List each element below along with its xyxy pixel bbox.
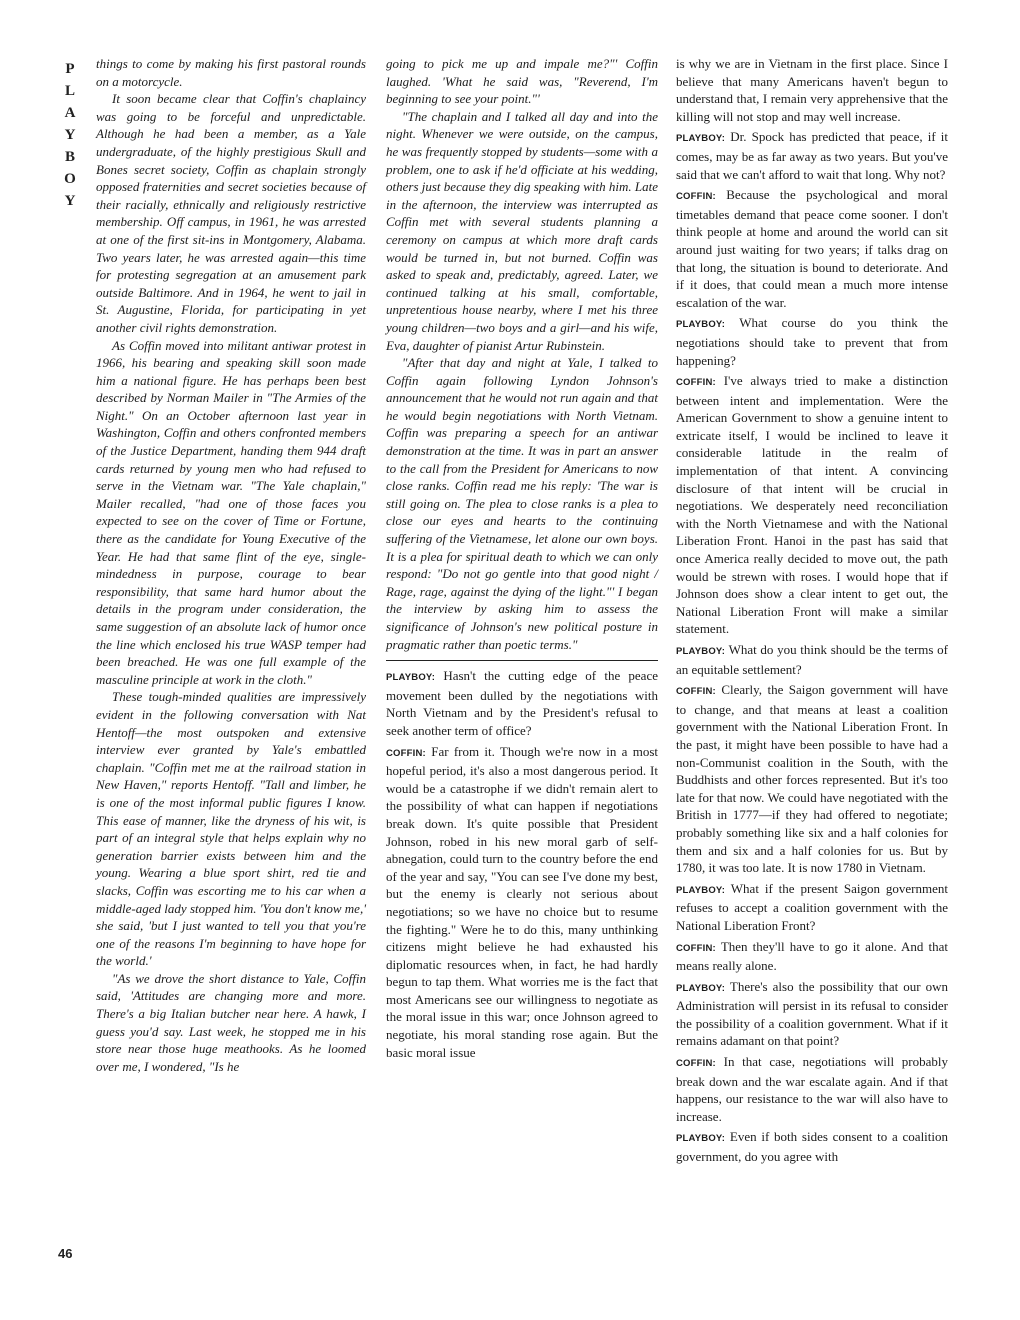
masthead — [60, 58, 80, 212]
interview-text: Even if both sides consent to a coalition government, do you agree with — [676, 1129, 949, 1165]
speaker-label: COFFIN: — [676, 377, 716, 389]
speaker-label: PLAYBOY: — [676, 884, 726, 896]
interview-answer — [386, 743, 658, 1062]
intro-paragraph: going to pick me up and impale me?"' Coffin laughed. 'What he said was, "Reverend, I'm beginning to see your point."' — [386, 56, 658, 107]
interview-answer — [676, 186, 948, 311]
speaker-label: COFFIN: — [676, 191, 716, 203]
masthead-letter: Y — [64, 127, 76, 143]
column-2 — [386, 55, 658, 1064]
interview-block — [386, 667, 658, 1061]
interview-question — [676, 1128, 948, 1165]
speaker-label: PLAYBOY: — [676, 319, 726, 331]
masthead-letter: O — [64, 171, 76, 187]
speaker-label: PLAYBOY: — [676, 982, 726, 994]
interview-text: I've always tried to make a distinction between intent and implementation. Were the American Government to show a genuine intent to extricate itself, I would be inclined to leave it considerable latitude in the realm of implementation of that intent. A convincing disclosure of that intent will be crucial in negotiations. We desperately need reconciliation with the North Vietnamese and with the National Liberation Front. Hanoi in the past has said that once America really decided to move out, the path would be strewn with roses. I would hope that if Johnson does show a clear intent to get out, the National Liberation Front will make a similar statement. — [676, 373, 948, 637]
speaker-label: PLAYBOY: — [676, 646, 726, 657]
speaker-label: PLAYBOY: — [676, 133, 726, 145]
masthead-letter: A — [64, 105, 76, 121]
interview-question — [676, 641, 948, 678]
page-number: 46 — [58, 1246, 73, 1261]
masthead-letter: B — [64, 149, 75, 165]
speaker-label: PLAYBOY: — [386, 672, 436, 684]
interview-text: What do you think should be the terms of an equitable settlement? — [676, 642, 949, 677]
interview-question — [676, 880, 948, 935]
interview-question — [676, 128, 948, 183]
interview-text: In that case, negotiations will probably break down and the war escalate again. And if that happens, our resistance to the war will also have to increase. — [676, 1054, 948, 1124]
speaker-label: COFFIN: — [386, 747, 426, 759]
intro-paragraph: As Coffin moved into militant antiwar protest in 1966, his bearing and speaking skill soon made him a national figure. He has perhaps been best described by Norman Mailer in "The Armies of the Night." On an October afternoon last year in Washington, Coffin and others confronted members of the Justice Department, handing them 944 draft cards returned by young men who had refused to serve in the Vietnam war. "The Yale chaplain," Mailer recalled, "had one of those faces you expected to see on the cover of Time or Fortune, there as the candidate for Young Executive of the Year. He had that same flint of the eye, single-mindedness in purpose, courage to bear responsibility, that same hard humor about the details in the program under consideration, the same suggestion of an absolute lack of humor once the line which enclosed his true WASP temper had been breached. He was one full example of the masculine principle at work in the cloth." — [96, 337, 366, 687]
interview-question — [386, 667, 658, 739]
masthead-letter: Y — [64, 193, 76, 209]
section-divider — [386, 660, 658, 661]
masthead-letter: L — [64, 83, 75, 99]
interview-answer-continued: is why we are in Vietnam in the first place. Since I believe that many Americans haven't begun to understand that, I remain very apprehensive that the killing will not stop and may well increase. — [676, 56, 948, 124]
intro-paragraph: "The chaplain and I talked all day and into the night. Whenever we were outside, on the campus, he was frequently stopped by students—some with a problem, one to ask if he'd officiate at his wedding, others just because they dig speaking with him. Late in the afternoon, the interview was interrupted as Coffin met with several students planning a ceremony on campus at which more draft cards would be turned in, but not burned. Coffin was asked to speak and, predictably, agreed. Later, we continued talking at his small, comfortable, unpretentious house nearby, where I met his three young children—two boys and a girl—and his wife, Eva, daughter of pianist Artur Rubinstein. — [386, 108, 658, 353]
interview-question — [676, 978, 948, 1050]
interview-text: Dr. Spock has predicted that peace, if it comes, may be as far away as two years. But you've said that we can't afford to wait that long. Why not? — [676, 129, 948, 182]
intro-paragraph: These tough-minded qualities are impressively evident in the following conversation with Nat Hentoff—the most outspoken and extensive interview ever granted by Yale's embattled chaplain. "Coffin met me at the railroad station in New Haven," reports Hentoff. "Tall and limber, he is one of the most informal public figures I know. This ease of manner, like the dryness of his wit, is part of an integral style that helps explain why no generation barrier exists between him and the young. Wearing a blue sport shirt, red tie and slacks, Coffin was escorting me to his car when a middle-aged lady stopped him. 'You don't know me,' she said, 'but I just wanted to tell you that you're one of the reasons I'm beginning to have hope for the world.' — [96, 689, 366, 969]
interview-answer — [676, 938, 948, 975]
intro-paragraph: "As we drove the short distance to Yale, Coffin said, 'Attitudes are changing more and more. There's a big Italian butcher near here. A hawk, I guess you'd say. Last week, he stopped me in his store near those huge meathooks. As he loomed over me, I wondered, "Is he — [96, 970, 366, 1074]
interview-answer — [676, 372, 948, 638]
interview-answer — [676, 681, 948, 877]
intro-column-1 — [96, 55, 366, 1075]
intro-paragraph: things to come by making his first pastoral rounds on a motorcycle. — [96, 56, 366, 89]
interview-text: Far from it. Though we're now in a most hopeful period, it's also a most dangerous period. It would be a catastrophe if we didn't remain alert to the possibility of what can happen if negotiations break down. It's quite possible that President Johnson, robed in his new moral garb of self-abnegation, could turn to the country before the end of the year and say, "You can see I've done my best, but the enemy is clearly not serious about negotiations; so we have no choice but to resume the fighting." Were he to do this, many unthinking citizens might believe he had exhausted his diplomatic resources when, in fact, he had hardly begun to tap them. What worries me is the fact that most Americans see our willingness to negotiate as the moral issue in this war; once Johnson agreed to negotiate, his moral standing rose again. But the basic moral issue — [386, 743, 658, 1060]
interview-text: Clearly, the Saigon government will have to change, and that means at least a coalition government with the National Liberation Front. In the past, it might have been possible to have had a non-Communist coalition in the South, with the Buddhists and other forces represented. But it's too late for that now. We could have negotiated with the British in 1777—if they had offered to negotiate; probably something like six and a half colonies for them and six and a half colonies for us. But by 1780, it was too late. It is now 1780 in Vietnam. — [676, 682, 949, 876]
interview-text: There's also the possibility that our own Administration will persist in its refusal to consider the possibility of a coalition government. What if it remains adamant on that point? — [676, 978, 948, 1049]
intro-paragraph: It soon became clear that Coffin's chaplaincy was going to be forceful and unpredictable. Although he had been a member, as a Yale undergraduate, of the highly prestigious Skull and Bones secret society, Coffin as chaplain strongly opposed fraternities and secret societies because of their racially, ethnically and religiously restrictive membership. Off campus, in 1961, he was arrested at one of the first sit-ins in Montgomery, Alabama. Two years later, he was arrested again—this time for protesting segregation at an amusement park outside Baltimore. And in 1964, he went to jail in St. Augustine, Florida, for participating in yet another civil rights demonstration. — [96, 91, 366, 335]
interview-answer — [676, 1053, 948, 1125]
interview-text: Because the psychological and moral timetables demand that peace come sooner. I don't think people at home and around the world can sit around just waiting for two years; if talks drag on that long, the situation is bound to deteriorate. And if it does, that could mean a much more intense escalation of the war. — [676, 187, 949, 310]
interview-text: Hasn't the cutting edge of the peace movement been dulled by the negotiations with North Vietnam and by the President's refusal to seek another term of office? — [386, 668, 658, 738]
intro-paragraph: "After that day and night at Yale, I talked to Coffin again following Lyndon Johnson's announcement that he would not run again and that he would begin negotiations with North Vietnam. Coffin was preparing a speech for an antiwar demonstration at the time. It was in part an answer to the call from the President for Americans to now close ranks. Coffin read me his reply: 'The war is still going on. The plea to close ranks is a plea to close our eyes and hearts to the continuing suffering of the Vietnamese, let alone our own boys. It is a plea for spiritual death to which we can only respond: "Do not go gentle into that good night / Rage, rage, against the dying of the light."' I began the interview by asking him to assess the significance of Johnson's new political posture in pragmatic rather than poetic terms." — [386, 355, 658, 652]
interview-text: What course do you think the negotiations should take to prevent that from happening? — [676, 315, 949, 368]
speaker-label: COFFIN: — [676, 1058, 716, 1070]
masthead-letter: P — [65, 61, 75, 77]
interview-text: What if the present Saigon government refuses to accept a coalition government with the National Liberation Front? — [676, 880, 948, 933]
speaker-label: COFFIN: — [676, 686, 716, 698]
column-3 — [676, 55, 948, 1169]
interview-question — [676, 314, 948, 369]
interview-text: Then they'll have to go it alone. And that means really alone. — [676, 938, 948, 974]
intro-continued — [386, 55, 658, 653]
speaker-label: COFFIN: — [676, 942, 716, 954]
speaker-label: PLAYBOY: — [676, 1133, 726, 1145]
